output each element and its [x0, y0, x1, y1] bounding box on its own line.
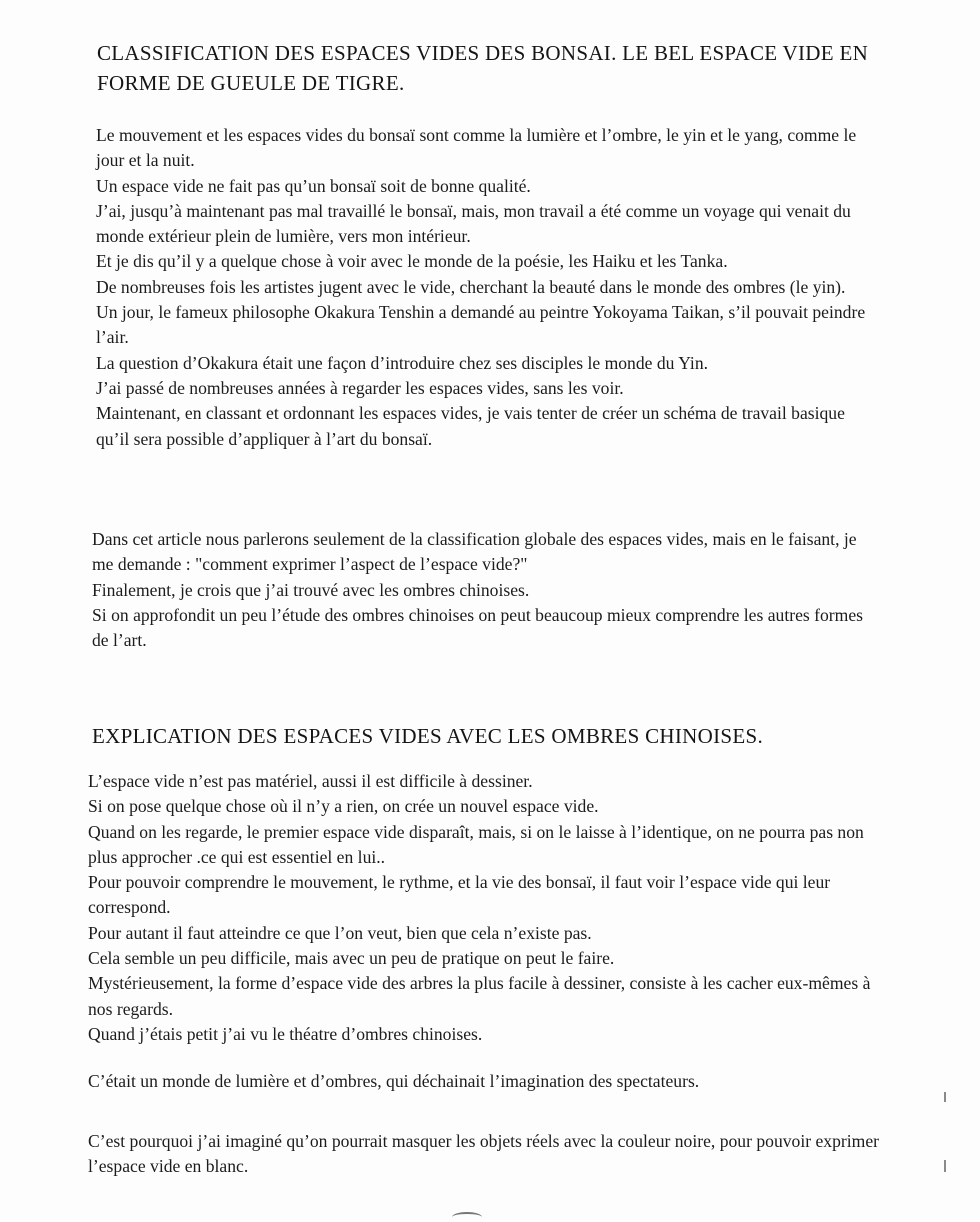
paragraph: J’ai, jusqu’à maintenant pas mal travaillé le bonsaï, mais, mon travail a été comme un voyage qui venait du monde extérieur plein de lumière, vers mon intérieur. — [96, 200, 851, 247]
paragraph: Quand on les regarde, le premier espace vide disparaît, mais, si on le laisse à l’identique, on ne pourra pas non plus approcher .ce qui est essentiel en lui.. — [88, 821, 864, 867]
paragraph: Un espace vide ne fait pas qu’un bonsaï soit de bonne qualité. — [96, 175, 531, 196]
paragraph: Dans cet article nous parlerons seulement de la classification globale des espaces vides, mais en le faisant, je me demande : "comment exprimer l’aspect de l’espace vide?" — [92, 529, 857, 575]
paragraph: C’est pourquoi j’ai imaginé qu’on pourrait masquer les objets réels avec la couleur noire, pour pouvoir exprimer l’espace vide en blanc. — [88, 1130, 879, 1176]
paragraph: C’était un monde de lumière et d’ombres, qui déchainait l’imagination des spectateurs. — [88, 1071, 700, 1092]
paragraph: Quand j’étais petit j’ai vu le théatre d’ombres chinoises. — [88, 1023, 483, 1044]
paragraph: Si on pose quelque chose où il n’y a rien, on crée un nouvel espace vide. — [88, 796, 599, 817]
explanation-section — [88, 769, 880, 1179]
paragraph: Un jour, le fameux philosophe Okakura Tenshin a demandé au peintre Yokoyama Taikan, s’il pouvait peindre l’air. — [96, 302, 866, 348]
classification-section — [92, 527, 882, 653]
paragraph: Si on approfondit un peu l’étude des ombres chinoises on peut beaucoup mieux comprendre les autres formes de l’art. — [92, 604, 863, 651]
paragraph: Pour autant il faut atteindre ce que l’on veut, bien que cela n’existe pas. — [88, 922, 592, 943]
scan-mark — [944, 1160, 946, 1172]
page-number-fragment — [452, 1212, 482, 1222]
intro-section — [96, 123, 882, 452]
paragraph: Pour pouvoir comprendre le mouvement, le rythme, et la vie des bonsaï, il faut voir l’espace vide qui leur correspond. — [88, 872, 831, 918]
article-title: CLASSIFICATION DES ESPACES VIDES DES BONSAI. LE BEL ESPACE VIDE EN FORME DE GUEULE DE TIGRE. — [97, 41, 869, 95]
paragraph: Et je dis qu’il y a quelque chose à voir avec le monde de la poésie, les Haiku et les Tanka. — [96, 251, 728, 272]
paragraph: Le mouvement et les espaces vides du bonsaï sont comme la lumière et l’ombre, le yin et le yang, comme le jour et la nuit. — [96, 125, 857, 171]
paragraph: Mystérieusement, la forme d’espace vide des arbres la plus facile à dessiner, consiste à les cacher eux-mêmes à nos regards. — [88, 973, 871, 1019]
section-heading: EXPLICATION DES ESPACES VIDES AVEC LES OMBRES CHINOISES. — [92, 724, 764, 748]
paragraph: L’espace vide n’est pas matériel, aussi il est difficile à dessiner. — [88, 771, 533, 791]
paragraph: Cela semble un peu difficile, mais avec un peu de pratique on peut le faire. — [88, 948, 615, 969]
paragraph: De nombreuses fois les artistes jugent avec le vide, cherchant la beauté dans le monde des ombres (le yin). — [96, 276, 846, 297]
paragraph: Maintenant, en classant et ordonnant les espaces vides, je vais tenter de créer un schéma de travail basique qu’il sera possible d’appliquer à l’art du bonsaï. — [96, 403, 845, 449]
paragraph: La question d’Okakura était une façon d’introduire chez ses disciples le monde du Yin. — [96, 352, 709, 373]
paragraph: J’ai passé de nombreuses années à regarder les espaces vides, sans les voir. — [96, 377, 624, 398]
paragraph: Finalement, je crois que j’ai trouvé avec les ombres chinoises. — [92, 579, 530, 600]
scan-mark — [944, 1092, 946, 1102]
